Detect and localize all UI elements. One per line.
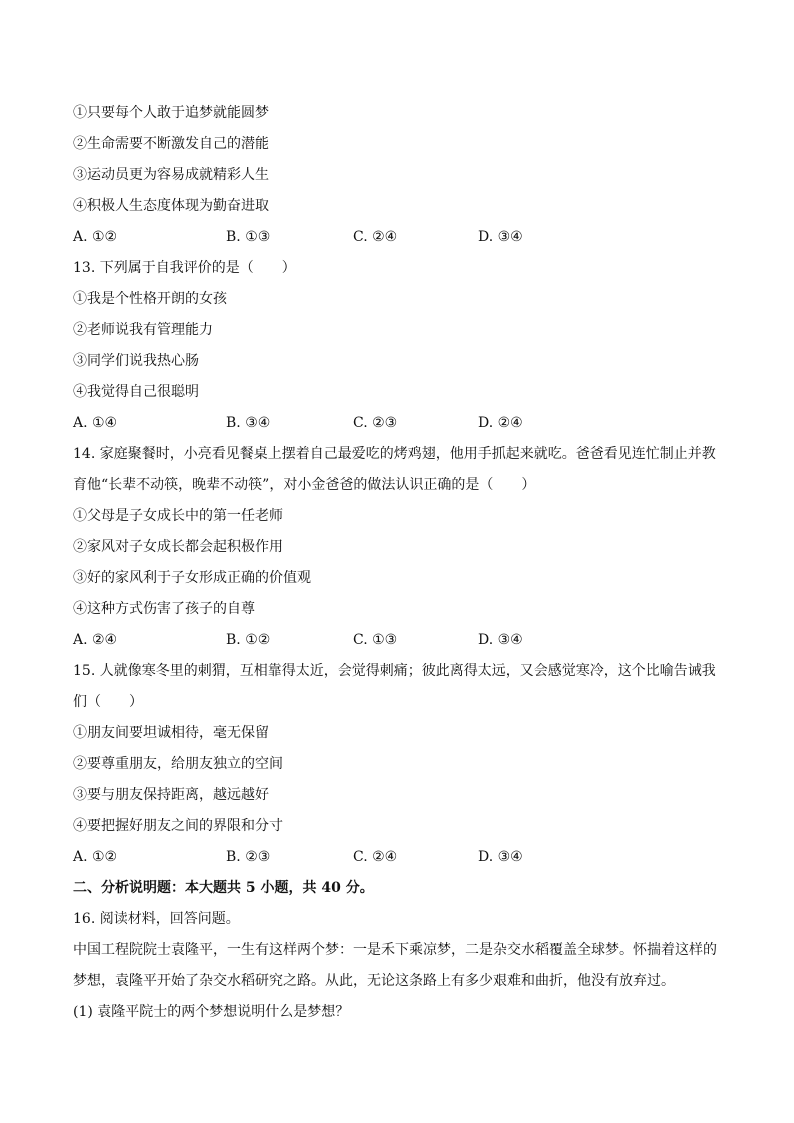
- q15-options: [73, 844, 723, 875]
- q14-item-1: ①父母是子女成长中的第一任老师: [73, 508, 283, 524]
- q12-option-c: C. ②④: [353, 229, 398, 245]
- q13-item-3: ③同学们说我热心肠: [73, 353, 199, 369]
- section-2-title: 二、分析说明题：本大题共 5 小题，共 40 分。: [73, 880, 374, 896]
- q12-option-d: D. ③④: [478, 229, 523, 245]
- q14-item-2: ②家风对子女成长都会起积极作用: [73, 539, 283, 555]
- q15-option-d: D. ③④: [478, 849, 523, 865]
- q12-option-a: A. ①②: [73, 229, 118, 245]
- q13-option-d: D. ②④: [478, 415, 523, 431]
- q13-stem: 13. 下列属于自我评价的是（ ）: [73, 260, 296, 276]
- q12-item-1: ①只要每个人敢于追梦就能圆梦: [73, 105, 269, 121]
- q14-item-4: ④这种方式伤害了孩子的自尊: [73, 601, 255, 617]
- q14-option-b: B. ①②: [226, 632, 271, 648]
- q13-options: [73, 410, 723, 441]
- q13-item-2: ②老师说我有管理能力: [73, 322, 213, 338]
- q14-stem-line-2: 育他“长辈不动筷，晚辈不动筷”，对小金爸爸的做法认识正确的是（ ）: [73, 477, 536, 493]
- q16-subquestion-1: (1) 袁隆平院士的两个梦想说明什么是梦想？: [73, 1004, 350, 1020]
- q12-item-3: ③运动员更为容易成就精彩人生: [73, 167, 269, 183]
- q14-option-c: C. ①③: [353, 632, 398, 648]
- q13-item-4: ④我觉得自己很聪明: [73, 384, 199, 400]
- q14-options: [73, 627, 723, 658]
- q14-option-a: A. ②④: [73, 632, 118, 648]
- q13-option-b: B. ③④: [226, 415, 271, 431]
- q14-option-d: D. ③④: [478, 632, 523, 648]
- q16-material-line-2: 梦想，袁隆平开始了杂交水稻研究之路。从此，无论这条路上有多少艰难和曲折，他没有放弃过。: [73, 973, 675, 989]
- question-14: [73, 441, 723, 658]
- exam-page: [73, 100, 723, 1030]
- q15-item-1: ①朋友间要坦诚相待，毫无保留: [73, 725, 269, 741]
- q15-item-4: ④要把握好朋友之间的界限和分寸: [73, 818, 283, 834]
- q15-option-a: A. ①②: [73, 849, 118, 865]
- q12-item-2: ②生命需要不断激发自己的潜能: [73, 136, 269, 152]
- q16-material-line-1: 中国工程院院士袁隆平，一生有这样两个梦：一是禾下乘凉梦，二是杂交水稻覆盖全球梦。怀揣着这样的: [73, 942, 717, 958]
- q14-item-3: ③好的家风利于子女形成正确的价值观: [73, 570, 311, 586]
- question-13: [73, 255, 723, 441]
- question-16: [73, 906, 723, 1030]
- question-12: [73, 100, 723, 255]
- q15-item-2: ②要尊重朋友，给朋友独立的空间: [73, 756, 283, 772]
- q13-option-c: C. ②③: [353, 415, 398, 431]
- q15-option-b: B. ②③: [226, 849, 271, 865]
- q15-stem-line-1: 15. 人就像寒冬里的刺猬，互相靠得太近，会觉得刺痛；彼此离得太远，又会感觉寒冷，这个比喻告诫我: [73, 663, 716, 679]
- q15-option-c: C. ②④: [353, 849, 398, 865]
- q14-stem-line-1: 14. 家庭聚餐时，小亮看见餐桌上摆着自己最爱吃的烤鸡翅，他用手抓起来就吃。爸爸看见连忙制止并教: [73, 446, 716, 462]
- q16-stem: 16. 阅读材料，回答问题。: [73, 911, 240, 927]
- q12-item-4: ④积极人生态度体现为勤奋进取: [73, 198, 269, 214]
- q15-item-3: ③要与朋友保持距离，越远越好: [73, 787, 269, 803]
- question-15: [73, 658, 723, 875]
- q13-option-a: A. ①④: [73, 415, 118, 431]
- q12-options: [73, 224, 723, 255]
- q12-option-b: B. ①③: [226, 229, 271, 245]
- q13-item-1: ①我是个性格开朗的女孩: [73, 291, 227, 307]
- q15-stem-line-2: 们（ ）: [73, 694, 143, 710]
